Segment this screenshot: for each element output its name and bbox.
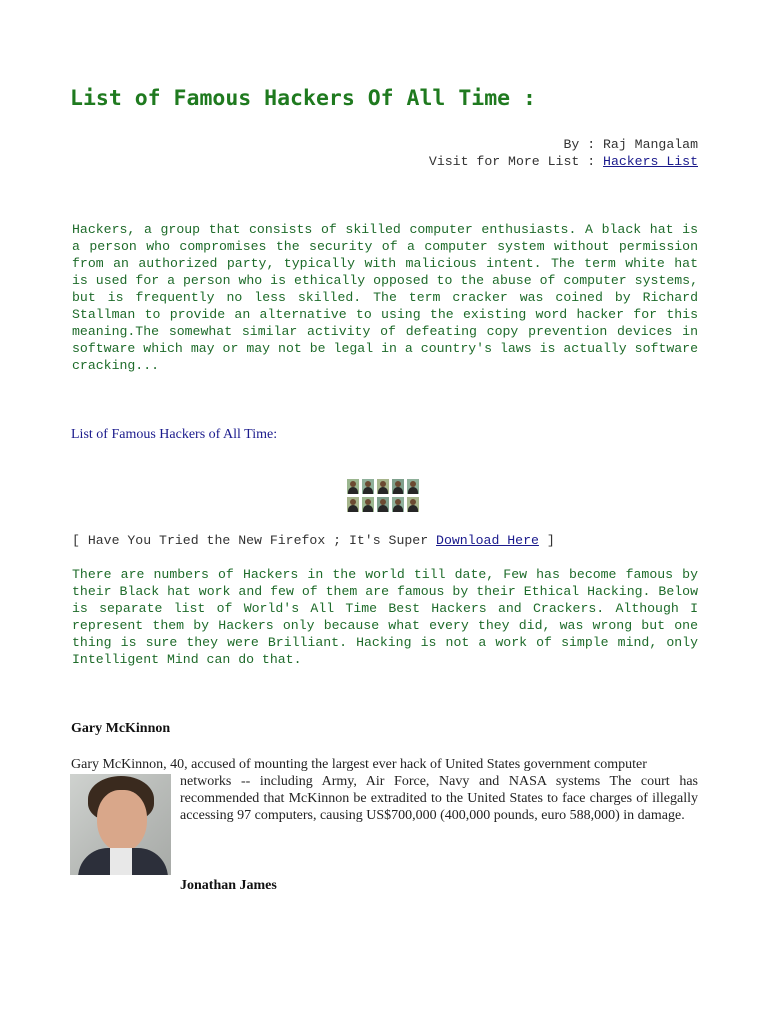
hacker-name-gary-mckinnon: Gary McKinnon (71, 721, 171, 736)
hacker-thumbnail (392, 497, 404, 512)
firefox-promo (72, 532, 555, 549)
gary-bio-rest: networks -- including Army, Air Force, Navy and NASA systems The court has recommended that McKinnon be extradited to the United States to face charges of illegally accessing 97 computers, causing US$700,000 (400,000 pounds, euro 588,000) in damage. (180, 774, 698, 823)
firefox-suffix: ] (538, 533, 555, 548)
hacker-thumbnail (347, 479, 359, 494)
gary-mckinnon-photo (70, 774, 171, 875)
hacker-thumbnail (407, 497, 419, 512)
hacker-thumbnail (362, 497, 374, 512)
hackers-overview-paragraph: There are numbers of Hackers in the world till date, Few has become famous by their Black hat work and few of them are famous by their Ethical Hacking. Below is separate list of World's All Time Best Hackers and Crackers. Although I represent them by Hackers only because what every they did, was wrong but one thing is sure they were Brilliant. Hacking is not a work of simple mind, only Intelligent Mind can do that. (72, 567, 698, 667)
hacker-thumbnail (362, 479, 374, 494)
visit-line (429, 153, 698, 170)
hacker-name-jonathan-james: Jonathan James (180, 878, 277, 893)
hacker-thumbnail (392, 479, 404, 494)
visit-prefix: Visit for More List : (428, 154, 604, 169)
author-line: By : Raj Mangalam (563, 137, 698, 152)
gary-bio-lead: Gary McKinnon, 40, accused of mounting the largest ever hack of United States government computer (71, 757, 647, 772)
download-here-link[interactable]: Download Here (436, 533, 539, 548)
hackers-list-link[interactable]: Hackers List (603, 154, 698, 169)
firefox-prefix: [ Have You Tried the New Firefox ; It's Super (72, 533, 437, 548)
list-heading: List of Famous Hackers of All Time: (71, 427, 278, 442)
photo-collar (110, 848, 132, 875)
hacker-thumbnail (347, 497, 359, 512)
byline (429, 136, 698, 170)
hacker-thumbnail (407, 479, 419, 494)
hacker-thumbnails (347, 479, 421, 512)
intro-paragraph: Hackers, a group that consists of skilled computer enthusiasts. A black hat is a person who compromises the security of a computer system without permission from an authorized party, typically with malicious intent. The term white hat is used for a person who is ethically opposed to the abuse of computer systems, but is frequently no less skilled. The term cracker was coined by Richard Stallman to provide an alternative to using the existing word hacker for this meaning.The somewhat similar activity of defeating copy prevention devices in software which may or may not be legal in a country's laws is actually software cracking... (72, 222, 698, 373)
hacker-thumbnail (377, 479, 389, 494)
page-title: List of Famous Hackers Of All Time : (70, 86, 536, 111)
hacker-thumbnail (377, 497, 389, 512)
photo-head (97, 790, 147, 852)
